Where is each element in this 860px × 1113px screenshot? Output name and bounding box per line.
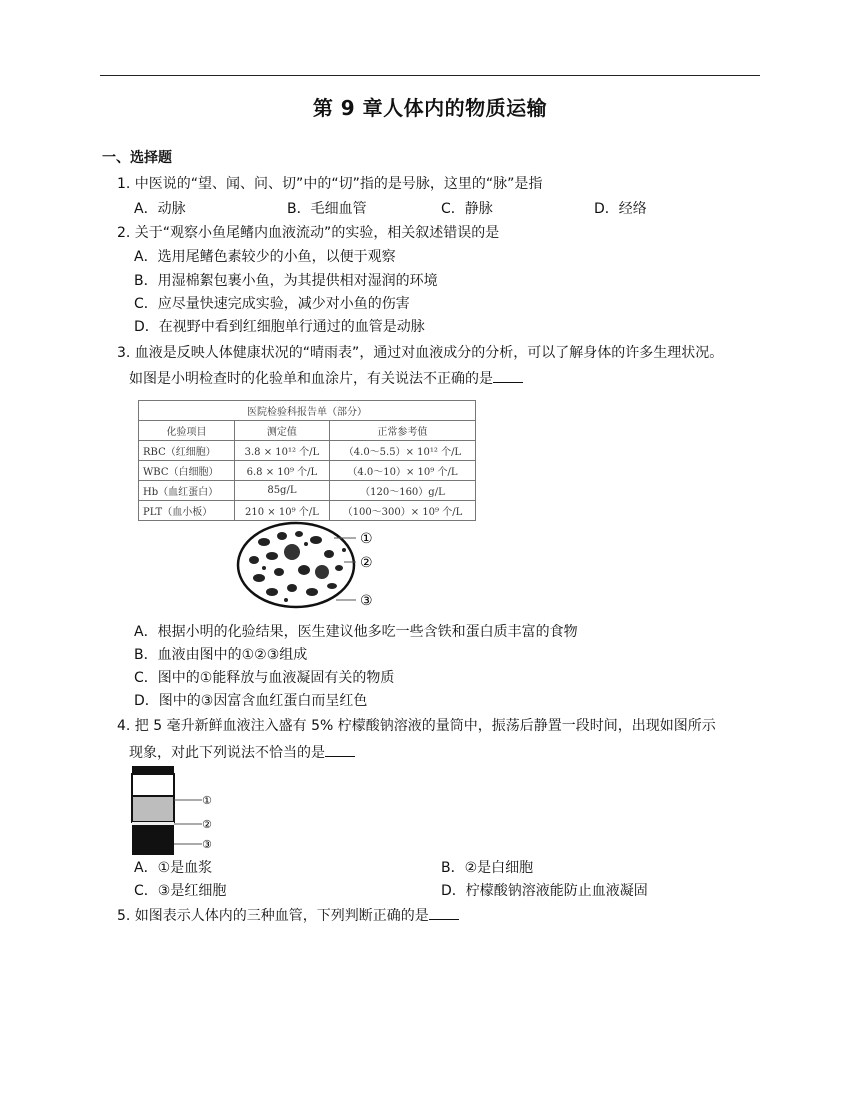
report-cell: 85g/L <box>234 481 329 501</box>
report-cell: （100～300）× 10⁹ 个/L <box>329 501 475 521</box>
tube-label-2: ② <box>202 818 212 831</box>
q1-stem: 1. 中医说的“望、闻、问、切”中的“切”指的是号脉，这里的“脉”是指 <box>117 176 543 192</box>
q4-option-b[interactable]: B．②是白细胞 <box>441 860 534 876</box>
report-header: 正常参考值 <box>329 421 475 441</box>
q4-stem-line1: 4. 把 5 毫升新鲜血液注入盛有 5% 柠檬酸钠溶液的量筒中，振荡后静置一段时间，出现如图所示 <box>117 718 716 734</box>
report-cell: 6.8 × 10⁹ 个/L <box>234 461 329 481</box>
q3-stem-line2: 如图是小明检查时的化验单和血涂片，有关说法不正确的是 <box>129 368 523 389</box>
report-cell: （120～160）g/L <box>329 481 475 501</box>
smear-label-3: ③ <box>360 593 373 609</box>
report-header: 测定值 <box>234 421 329 441</box>
q3-option-c[interactable]: C．图中的①能释放与血液凝固有关的物质 <box>134 670 395 686</box>
report-cell: 3.8 × 10¹² 个/L <box>234 441 329 461</box>
section-heading: 一、选择题 <box>102 150 172 166</box>
q1-option-b[interactable]: B．毛细血管 <box>287 201 367 217</box>
tube-plasma-layer <box>132 796 174 822</box>
q4-option-d[interactable]: D．柠檬酸钠溶液能防止血液凝固 <box>441 883 648 899</box>
tube-cap <box>132 766 174 774</box>
tube-label-3: ③ <box>202 838 212 851</box>
smear-label-1: ① <box>360 531 373 547</box>
answer-blank[interactable] <box>429 905 459 920</box>
report-cell: （4.0～5.5）× 10¹² 个/L <box>329 441 475 461</box>
q2-option-a[interactable]: A．选用尾鳍色素较少的小鱼，以便于观察 <box>134 249 396 265</box>
q2-option-d[interactable]: D．在视野中看到红细胞单行通过的血管是动脉 <box>134 319 425 335</box>
q3-stem-line1: 3. 血液是反映人体健康状况的“晴雨表”，通过对血液成分的分析，可以了解身体的许多生理状况。 <box>117 345 724 361</box>
lab-report-image <box>138 400 476 521</box>
report-cell: PLT（血小板） <box>139 501 235 521</box>
lab-report-table <box>138 400 476 521</box>
q2-option-c[interactable]: C．应尽量快速完成实验，减少对小鱼的伤害 <box>134 296 410 312</box>
report-cell: WBC（白细胞） <box>139 461 235 481</box>
q4-option-c[interactable]: C．③是红细胞 <box>134 883 227 899</box>
tube-empty <box>132 774 174 796</box>
page-title: 第 9 章人体内的物质运输 <box>312 96 548 120</box>
q2-stem: 2. 关于“观察小鱼尾鳍内血液流动”的实验，相关叙述错误的是 <box>117 225 500 241</box>
test-tube-figure <box>126 764 226 858</box>
report-cell: RBC（红细胞） <box>139 441 235 461</box>
q4-option-a[interactable]: A．①是血浆 <box>134 860 213 876</box>
tube-cell-layer <box>132 825 174 855</box>
answer-blank[interactable] <box>325 742 355 757</box>
q1-option-c[interactable]: C．静脉 <box>441 201 493 217</box>
q4-stem-line2: 现象，对此下列说法不恰当的是 <box>129 742 355 763</box>
q1-option-d[interactable]: D．经络 <box>594 201 647 217</box>
blood-smear-figure <box>234 520 384 610</box>
tube-middle-layer <box>132 822 174 825</box>
q3-option-d[interactable]: D．图中的③因富含血红蛋白而呈红色 <box>134 693 368 709</box>
q2-option-b[interactable]: B．用湿棉絮包裹小鱼，为其提供相对湿润的环境 <box>134 273 438 289</box>
header-rule <box>100 75 760 76</box>
smear-label-2: ② <box>360 555 373 571</box>
q1-option-a[interactable]: A．动脉 <box>134 201 186 217</box>
tube-label-1: ① <box>202 794 212 807</box>
report-cell: 210 × 10⁹ 个/L <box>234 501 329 521</box>
report-cell: （4.0～10）× 10⁹ 个/L <box>329 461 475 481</box>
answer-blank[interactable] <box>493 368 523 383</box>
q3-option-a[interactable]: A．根据小明的化验结果，医生建议他多吃一些含铁和蛋白质丰富的食物 <box>134 624 578 640</box>
report-cell: Hb（血红蛋白） <box>139 481 235 501</box>
q3-option-b[interactable]: B．血液由图中的①②③组成 <box>134 647 308 663</box>
report-caption: 医院检验科报告单（部分） <box>139 401 476 421</box>
q5-stem: 5. 如图表示人体内的三种血管，下列判断正确的是 <box>117 905 459 926</box>
report-header: 化验项目 <box>139 421 235 441</box>
